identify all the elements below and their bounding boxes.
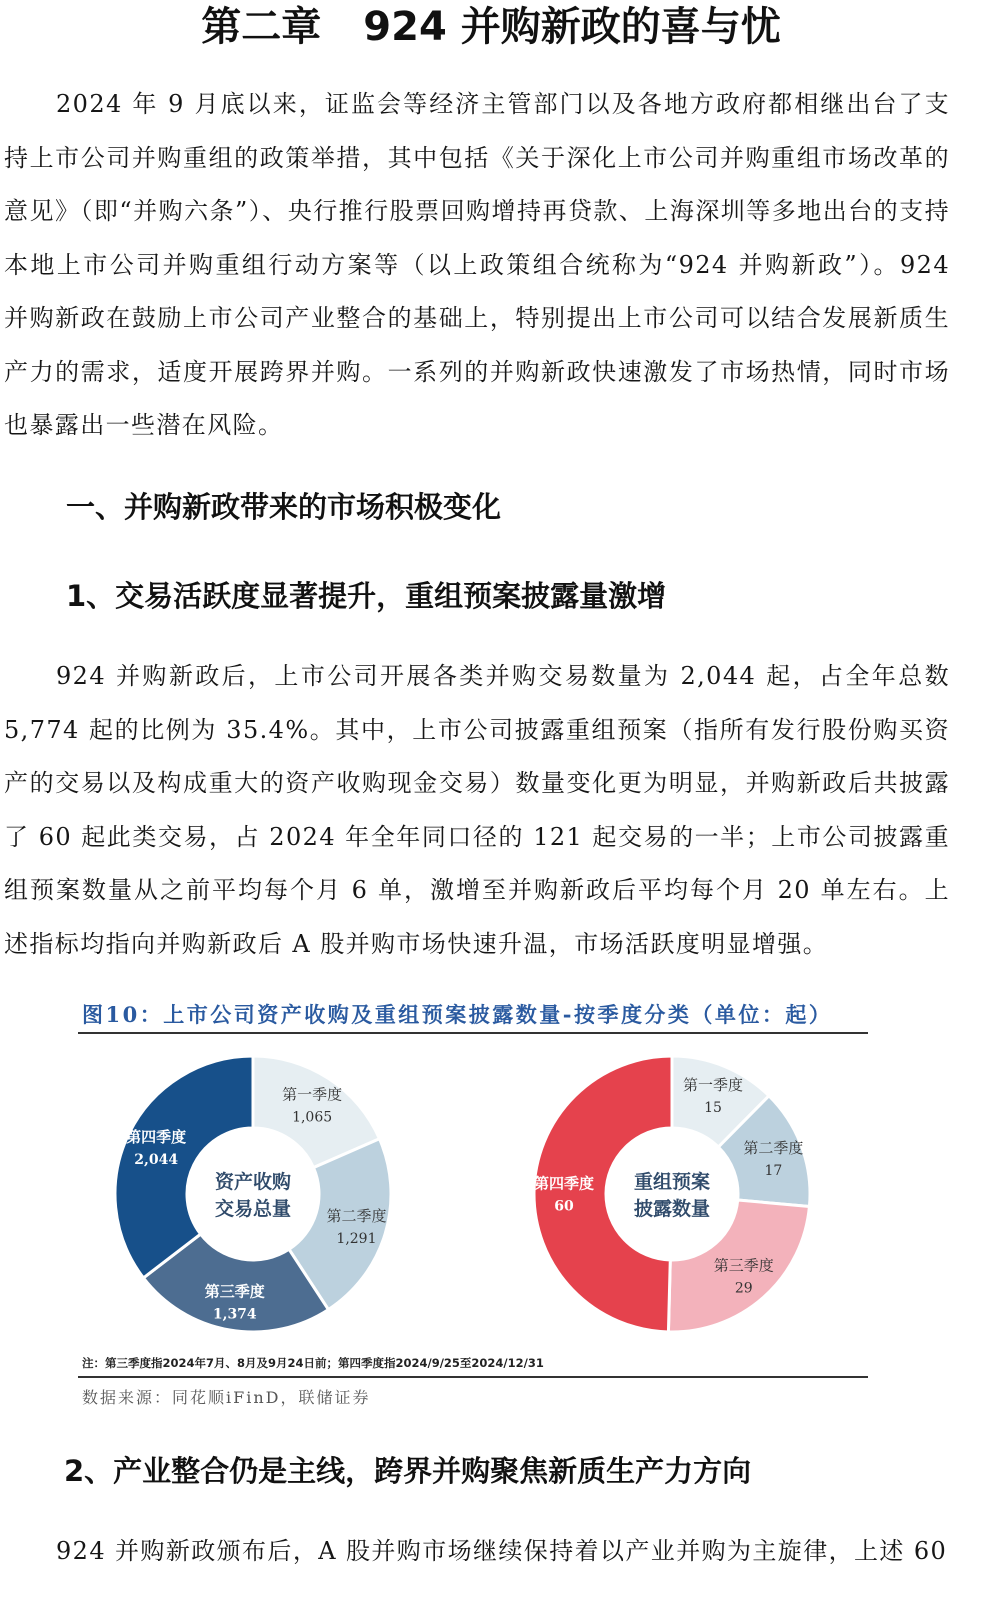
donut1-value-q4: 2,044: [134, 1152, 179, 1169]
donut1-value-q2: 1,291: [336, 1230, 377, 1247]
intro-paragraph: 2024 年 9 月底以来，证监会等经济主管部门以及各地方政府都相继出台了支持上市公司并购重组的政策举措，其中包括《关于深化上市公司并购重组市场改革的意见》（即“并购六条”）、央行推行股票回购增持再贷款、上海深圳等多地出台的支持本地上市公司并购重组行动方案等（以上政策组合统称为“924 并购新政”）。924 并购新政在鼓励上市公司产业整合的基础上，特别提出上市公司可以结合发展新质生产力的需求，适度开展跨界并购。一系列的并购新政快速激发了市场热情，同时市场也暴露出一些潜在风险。: [4, 90, 950, 439]
figure-source: 数据来源：同花顺iFinD，联储证券: [82, 1388, 371, 1407]
donut2-value-q3: 29: [734, 1280, 753, 1297]
donut1-label-q3: 第三季度: [204, 1282, 265, 1301]
donut2-value-q2: 17: [764, 1162, 783, 1179]
donut-charts: [78, 1036, 868, 1352]
figure-note: 注：第三季度指2024年7月、8月及9月24日前；第四季度指2024/9/25至2024/12/31: [82, 1356, 544, 1370]
subsection-heading-2: 2、产业整合仍是主线，跨界并购聚焦新质生产力方向: [64, 1454, 752, 1488]
donut2-label-q2: 第二季度: [743, 1138, 804, 1157]
donut2-center-label: 重组预案: [633, 1171, 711, 1193]
industry-paragraph: 924 并购新政颁布后，A 股并购市场继续保持着以产业并购为主旋律，上述 60: [56, 1537, 948, 1565]
figure-bottom-rule: [78, 1376, 868, 1378]
donut2-value-q1: 15: [704, 1100, 722, 1117]
chapter-title: [0, 2, 982, 52]
figure-top-rule: [78, 1032, 868, 1034]
chapter-label: 第二章: [201, 4, 322, 50]
activity-paragraph: 924 并购新政后，上市公司开展各类并购交易数量为 2,044 起，占全年总数 5,774 起的比例为 35.4%。其中，上市公司披露重组预案（指所有发行股份购买资产的交易以及构成重大的资产收购现金交易）数量变化更为明显，并购新政后共披露了 60 起此类交易，占 2024 年全年同口径的 121 起交易的一半；上市公司披露重组预案数量从之前平均每个月 6 单，激增至并购新政后平均每个月 20 单左右。上述指标均指向并购新政后 A 股并购市场快速升温，市场活跃度明显增强。: [4, 662, 950, 958]
section-heading-1: 一、并购新政带来的市场积极变化: [66, 490, 502, 524]
donut2-value-q4: 60: [554, 1198, 574, 1215]
donut1-value-q1: 1,065: [292, 1109, 333, 1126]
subsection-heading-1: 1、交易活跃度显著提升，重组预案披露量激增: [66, 579, 667, 613]
chapter-heading: 924 并购新政的喜与忧: [363, 4, 781, 50]
donut2-label-q3: 第三季度: [713, 1256, 774, 1275]
donut2-label-q4: 第四季度: [534, 1174, 595, 1193]
donut1-label-q2: 第二季度: [326, 1206, 387, 1225]
donut2-slice-q4: [534, 1056, 672, 1332]
donut1-center-label: 交易总量: [214, 1198, 292, 1220]
donut1-center-label: 资产收购: [214, 1171, 292, 1193]
figure-title: 图10：上市公司资产收购及重组预案披露数量-按季度分类（单位：起）: [82, 1002, 833, 1027]
donut2-center-label: 披露数量: [633, 1198, 711, 1220]
donut1-label-q1: 第一季度: [282, 1085, 343, 1104]
donut2-label-q1: 第一季度: [682, 1076, 744, 1095]
donut1-label-q4: 第四季度: [126, 1128, 187, 1147]
donut1-value-q3: 1,374: [212, 1306, 257, 1323]
